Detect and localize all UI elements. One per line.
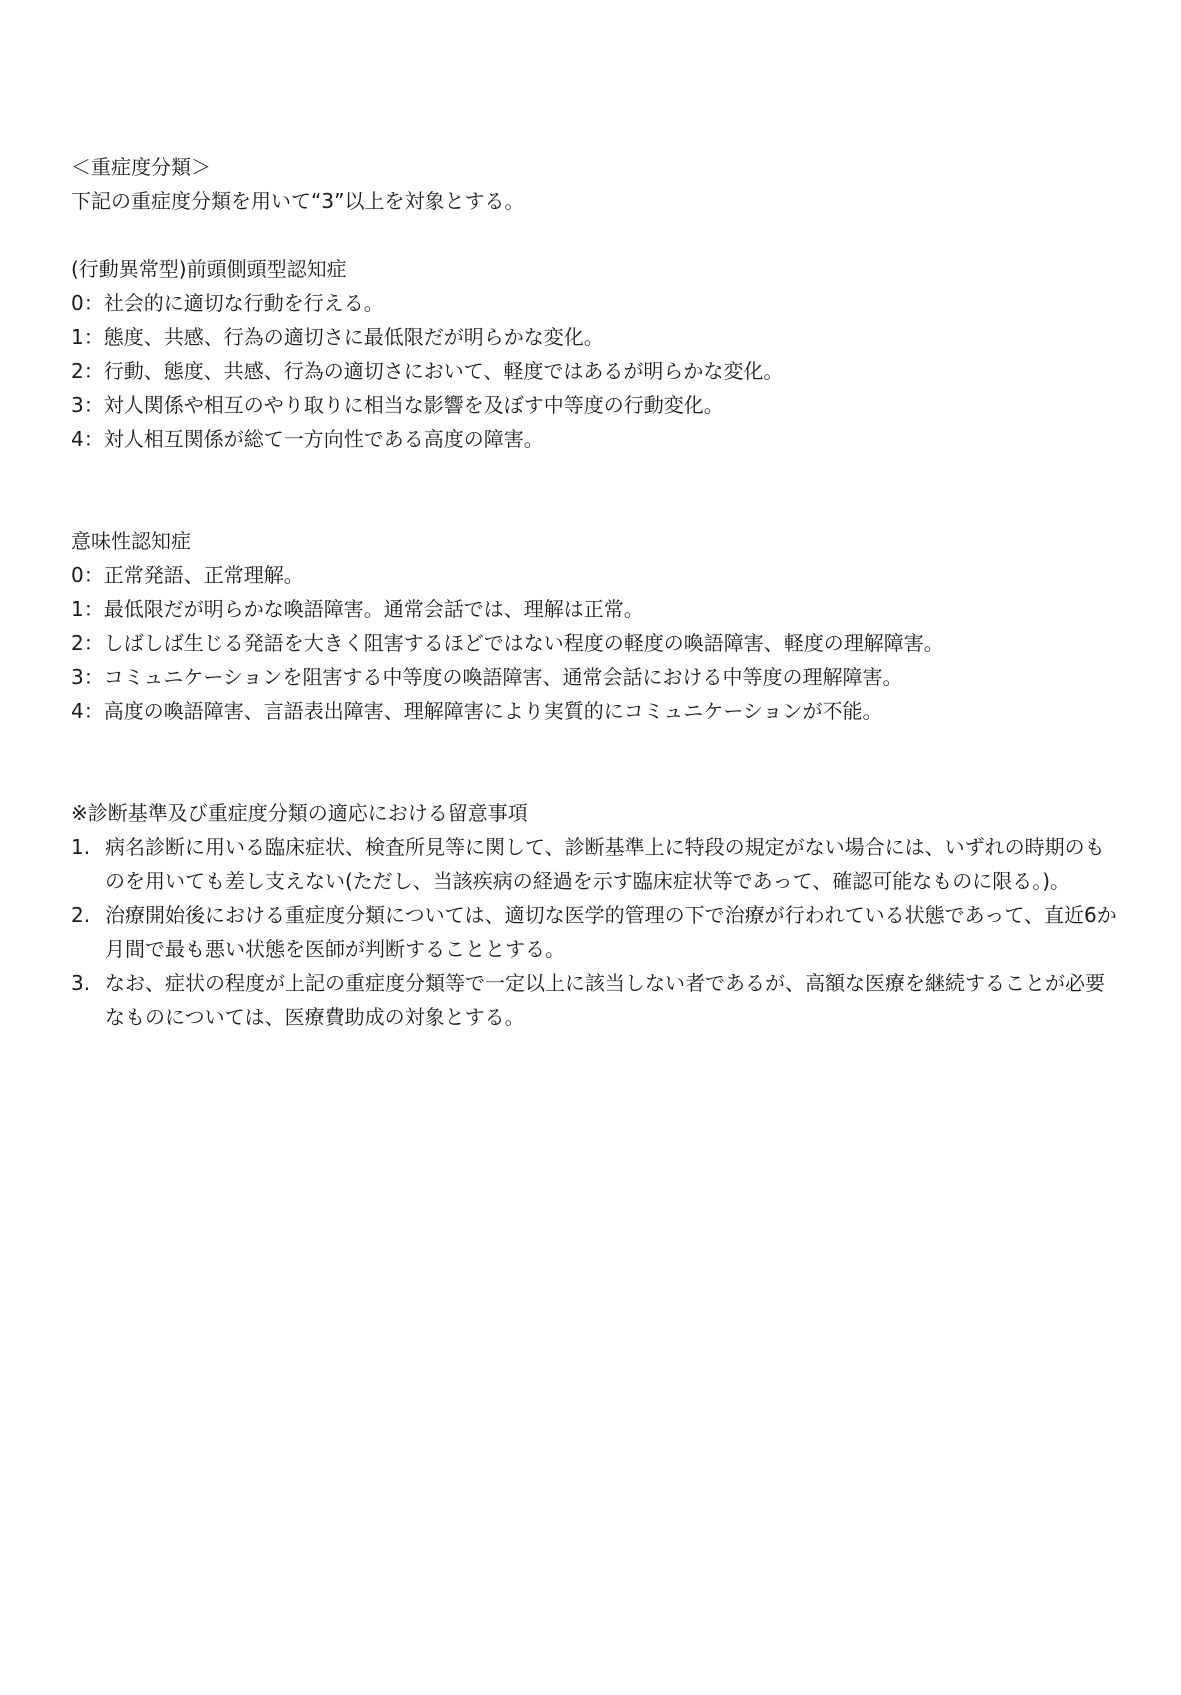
semantic-item-4: 4：高度の喚語障害、言語表出障害、理解障害により実質的にコミュニケーションが不能。 [71, 699, 883, 723]
notes-title: ※診断基準及び重症度分類の適応における留意事項 [71, 801, 528, 825]
note-text: なお、症状の程度が上記の重症度分類等で一定以上に該当しない者であるが、高額な医療を継続することが必要なものについては、医療費助成の対象とする。 [105, 971, 1105, 1029]
note-number: 1. [71, 835, 91, 859]
note-number: 3. [71, 971, 91, 995]
bvftd-item-1: 1：態度、共感、行為の適切さに最低限だが明らかな変化。 [71, 325, 604, 349]
bvftd-title: (行動異常型)前頭側頭型認知症 [71, 257, 347, 281]
severity-heading: ＜重症度分類＞ [71, 155, 211, 179]
note-item [71, 898, 1121, 966]
spacer [71, 218, 1121, 252]
semantic-item-0: 0：正常発語、正常理解。 [71, 563, 304, 587]
note-text: 病名診断に用いる臨床症状、検査所見等に関して、診断基準上に特段の規定がない場合には、いずれの時期のものを用いても差し支えない(ただし、当該疾病の経過を示す臨床症状等であって、確認可能なものに限る。)。 [105, 835, 1105, 893]
bvftd-item-0: 0：社会的に適切な行動を行える。 [71, 291, 384, 315]
note-number: 2. [71, 903, 91, 927]
note-item [71, 830, 1121, 898]
semantic-item-3: 3：コミュニケーションを阻害する中等度の喚語障害、通常会話における中等度の理解障害。 [71, 665, 903, 689]
spacer [71, 456, 1121, 524]
semantic-title: 意味性認知症 [71, 529, 191, 553]
bvftd-item-3: 3：対人関係や相互のやり取りに相当な影響を及ぼす中等度の行動変化。 [71, 393, 724, 417]
semantic-item-1: 1：最低限だが明らかな喚語障害。通常会話では、理解は正常。 [71, 597, 644, 621]
bvftd-item-2: 2：行動、態度、共感、行為の適切さにおいて、軽度ではあるが明らかな変化。 [71, 359, 784, 383]
note-item [71, 966, 1121, 1034]
bvftd-item-4: 4：対人相互関係が総て一方向性である高度の障害。 [71, 427, 544, 451]
spacer [71, 728, 1121, 796]
note-text: 治療開始後における重症度分類については、適切な医学的管理の下で治療が行われている状態であって、直近6か月間で最も悪い状態を医師が判断することとする。 [105, 903, 1117, 961]
semantic-item-2: 2：しばしば生じる発語を大きく阻害するほどではない程度の軽度の喚語障害、軽度の理解障害。 [71, 631, 944, 655]
document-content [71, 150, 1121, 1034]
severity-intro: 下記の重症度分類を用いて“3”以上を対象とする。 [71, 189, 525, 213]
